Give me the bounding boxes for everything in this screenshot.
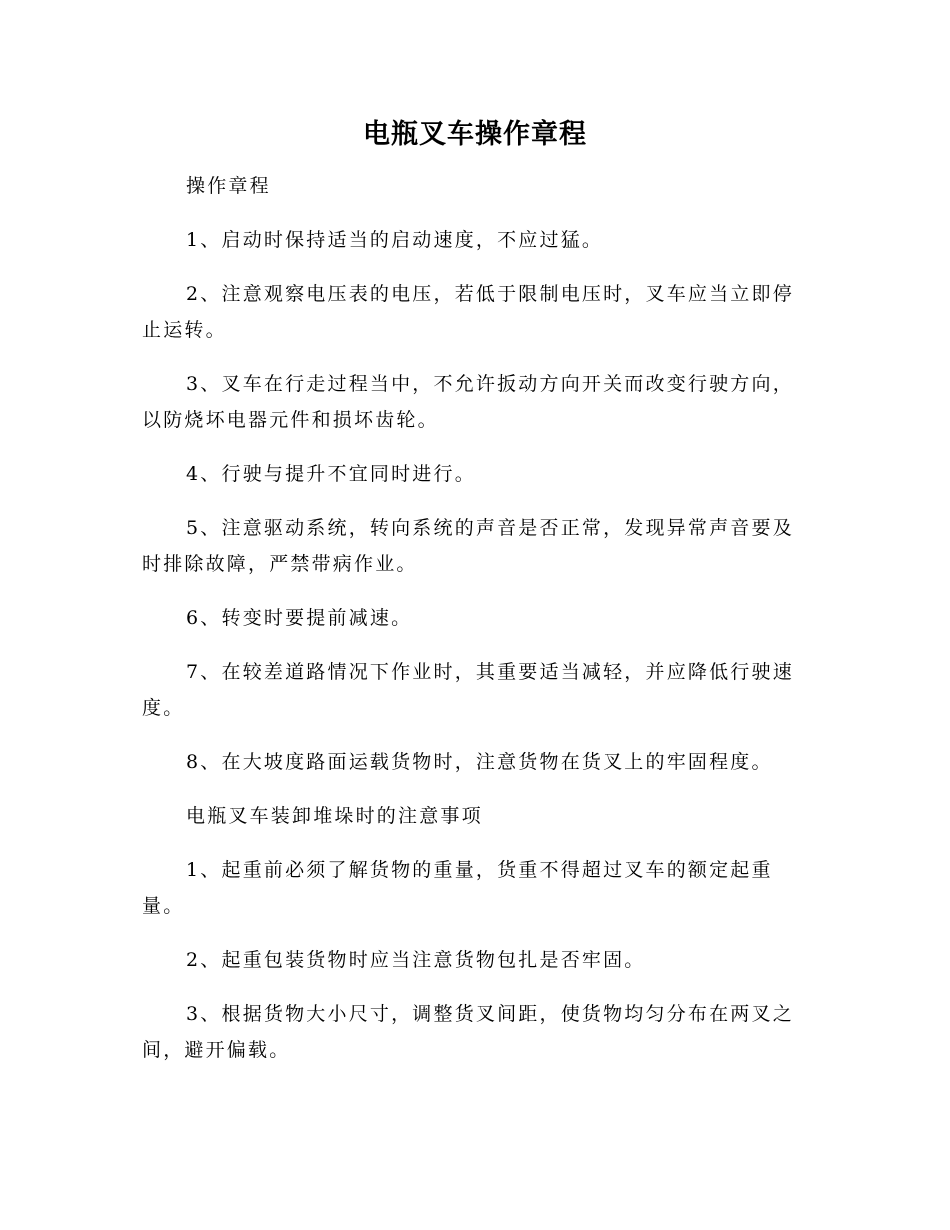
paragraph-item: 4、行驶与提升不宜同时进行。 <box>186 463 476 485</box>
paragraph-item: 8、在大坡度路面运载货物时，注意货物在货叉上的牢固程度。 <box>186 751 773 773</box>
paragraph-item: 3、根据货物大小尺寸，调整货叉间距，使货物均匀分布在两叉之间，避开偏载。 <box>142 1003 794 1061</box>
paragraph-item: 1、起重前必须了解货物的重量，货重不得超过叉车的额定起重量。 <box>142 859 773 917</box>
section-heading-loading: 电瓶叉车装卸堆垛时的注意事项 <box>186 805 483 827</box>
paragraph-item: 2、注意观察电压表的电压，若低于限制电压时，叉车应当立即停止运转。 <box>142 283 794 341</box>
document-body <box>142 168 810 1086</box>
paragraph-item: 1、启动时保持适当的启动速度，不应过猛。 <box>186 229 604 251</box>
paragraph-item: 6、转变时要提前减速。 <box>186 607 413 629</box>
paragraph-item: 2、起重包装货物时应当注意货物包扎是否牢固。 <box>186 949 646 971</box>
section-heading-operation: 操作章程 <box>186 175 271 197</box>
paragraph-item: 7、在较差道路情况下作业时，其重要适当减轻，并应降低行驶速度。 <box>142 661 794 719</box>
paragraph-item: 3、叉车在行走过程当中，不允许扳动方向开关而改变行驶方向，以防烧坏电器元件和损坏齿轮。 <box>142 373 794 431</box>
paragraph-item: 5、注意驱动系统，转向系统的声音是否正常，发现异常声音要及时排除故障，严禁带病作业。 <box>142 517 794 575</box>
document-title: 电瓶叉车操作章程 <box>363 119 587 150</box>
